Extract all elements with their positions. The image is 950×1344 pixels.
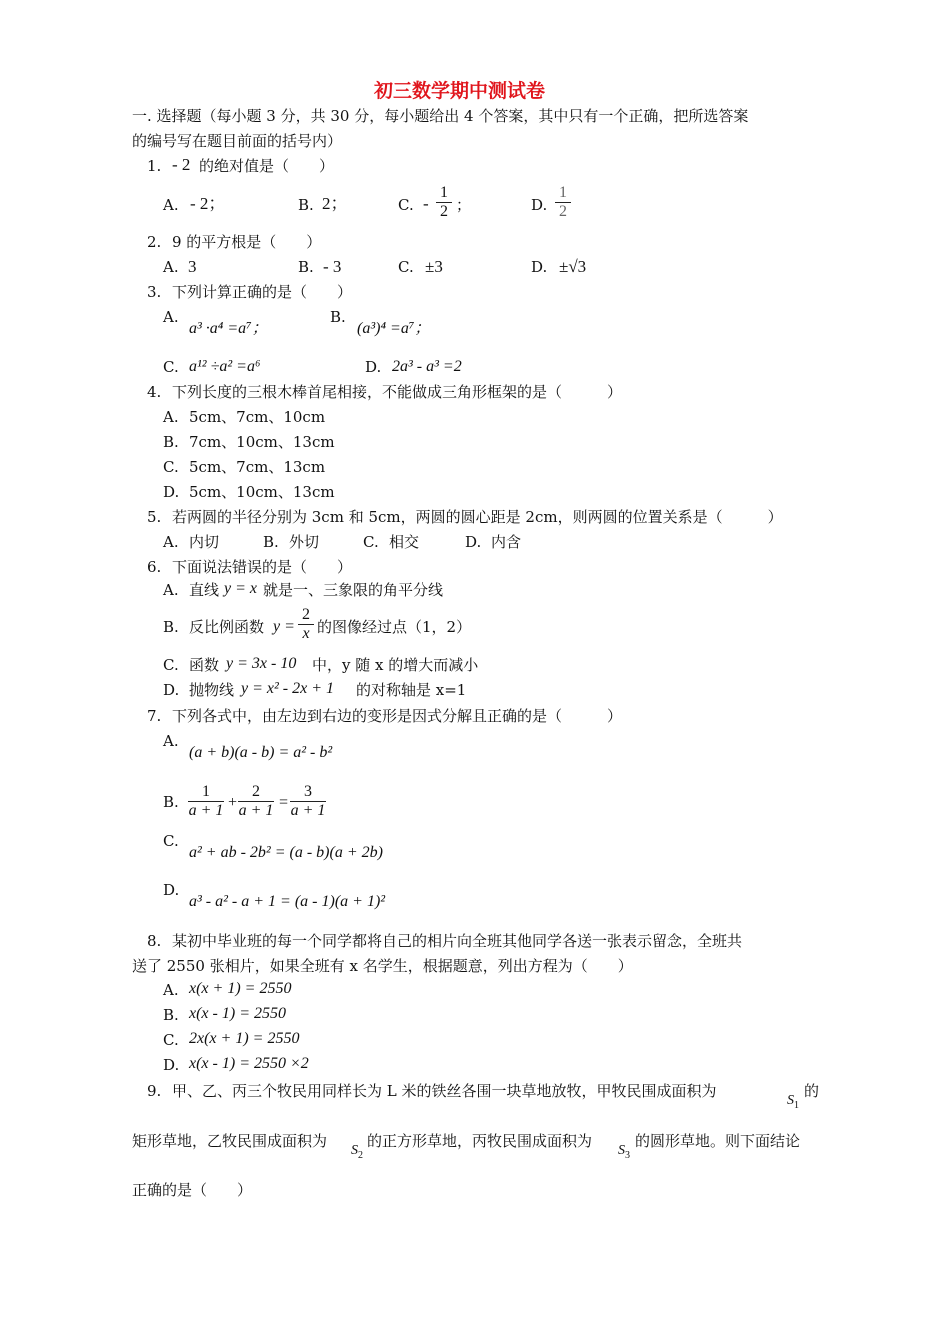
question-stem: 若两圆的半径分别为 3cm 和 5cm，两圆的圆心距是 2cm，则两圆的位置关系是（ ） (172, 508, 783, 526)
option-label: D. (163, 681, 180, 699)
option-label: B. (330, 308, 346, 326)
fraction-denominator: a + 1 (188, 802, 224, 819)
math-expression: y = (273, 618, 295, 635)
option-label: C. (163, 832, 179, 850)
option-label: C. (163, 1031, 179, 1049)
option-text: 2； (322, 194, 348, 213)
option-label: B. (163, 1006, 179, 1024)
option-text: 的对称轴是 x=1 (356, 681, 467, 699)
fraction-denominator: a + 1 (290, 802, 326, 819)
page-title: 初三数学期中测试卷 (374, 80, 546, 102)
option-label: A. (163, 196, 179, 214)
math-symbol (787, 1093, 799, 1111)
option-text: 内切 (189, 533, 220, 551)
option-text: 的图像经过点（1，2） (317, 618, 472, 636)
option-label: A. (163, 258, 179, 276)
option-text: 7cm、10cm、13cm (189, 433, 335, 451)
option-label: B. (298, 196, 314, 214)
option-label: A. (163, 408, 179, 426)
symbol: S (618, 1143, 625, 1158)
option-label: A. (163, 533, 179, 551)
question-stem: 矩形草地，乙牧民围成面积为 (132, 1132, 328, 1150)
option-text: 就是一、三象限的角平分线 (263, 581, 444, 599)
option-text: 5cm、7cm、13cm (189, 458, 326, 476)
section-heading-line-2: 的编号写在题目前面的括号内） (132, 132, 343, 150)
option-text: 5cm、10cm、13cm (189, 483, 335, 501)
subscript: 1 (794, 1100, 799, 1111)
option-label: C. (363, 533, 379, 551)
option-text: 2a³ - a³ =2 (392, 358, 462, 375)
option-text: 5cm、7cm、10cm (189, 408, 326, 426)
option-text: 函数 (189, 656, 220, 674)
option-label: D. (163, 1056, 180, 1074)
option-label: D. (163, 483, 180, 501)
question-stem: 某初中毕业班的每一个同学都将自己的相片向全班其他同学各送一张表示留念，全班共 (172, 932, 743, 950)
option-text: - (423, 194, 429, 213)
option-label: C. (163, 358, 179, 376)
question-stem: 的圆形草地。则下面结论 (635, 1132, 801, 1150)
fraction-denominator: 2 (436, 202, 452, 221)
option-text: 相交 (389, 533, 420, 551)
option-text: x(x - 1) = 2550 ×2 (189, 1055, 309, 1072)
option-text: 抛物线 (189, 681, 235, 699)
symbol: S (787, 1093, 794, 1108)
question-number: 2. (147, 233, 162, 251)
option-text: (a + b)(a - b) = a² - b² (189, 744, 333, 761)
option-text: 3 (188, 257, 197, 276)
math-operator: = (278, 794, 289, 811)
question-stem: 9 的平方根是（ ） (172, 233, 322, 251)
option-text: a² + ab - 2b² = (a - b)(a + 2b) (189, 844, 383, 861)
option-text: 中，y 随 x 的增大而减小 (312, 656, 479, 674)
fraction-denominator: a + 1 (238, 802, 274, 819)
option-suffix: ； (456, 196, 472, 214)
option-text: ±3 (425, 257, 443, 276)
fraction-numerator: 2 (302, 606, 310, 623)
option-text: 反比例函数 (189, 618, 265, 636)
fraction-numerator: 1 (559, 184, 567, 201)
question-stem: 下列各式中，由左边到右边的变形是因式分解且正确的是（ ） (172, 707, 623, 725)
option-label: C. (398, 258, 414, 276)
option-text: a³ ·a⁴ =a⁷； (189, 320, 268, 337)
question-number: 1. (147, 157, 162, 175)
fraction (238, 783, 274, 820)
option-label: A. (163, 981, 179, 999)
fraction (436, 184, 452, 221)
option-text: 外切 (289, 533, 320, 551)
symbol: S (351, 1143, 358, 1158)
question-stem: 下列计算正确的是（ ） (172, 283, 353, 301)
option-label: B. (163, 793, 179, 811)
option-label: D. (531, 196, 548, 214)
option-text: 内含 (491, 533, 522, 551)
fraction-denominator: x (298, 624, 314, 643)
question-number: 4. (147, 383, 162, 401)
question-stem: 的 (804, 1082, 820, 1100)
question-stem: 的绝对值是（ ） (199, 157, 335, 175)
option-label: A. (163, 732, 179, 750)
fraction (298, 606, 314, 643)
question-stem: 正确的是（ ） (132, 1181, 253, 1199)
option-text: (a³)⁴ =a⁷； (357, 320, 431, 337)
option-label: A. (163, 308, 179, 326)
option-text: 2x(x + 1) = 2550 (189, 1030, 300, 1047)
option-label: B. (298, 258, 314, 276)
question-number: 8. (147, 932, 162, 950)
option-text: - 2； (190, 194, 226, 213)
question-stem: 下面说法错误的是（ ） (172, 558, 353, 576)
fraction (290, 783, 326, 820)
option-label: A. (163, 581, 179, 599)
question-stem: 下列长度的三根木棒首尾相接，不能做成三角形框架的是（ ） (172, 383, 623, 401)
option-text: 直线 (189, 581, 220, 599)
question-stem: 的正方形草地，丙牧民围成面积为 (367, 1132, 593, 1150)
option-label: C. (163, 458, 179, 476)
math-symbol (351, 1143, 363, 1161)
section-heading-line-1: 一. 选择题（每小题 3 分，共 30 分，每小题给出 4 个答案，其中只有一个正确，把所选答案 (132, 107, 749, 125)
option-text: - 3 (323, 257, 342, 276)
math-symbol (618, 1143, 630, 1161)
fraction-numerator: 1 (202, 783, 210, 800)
question-number: 6. (147, 558, 162, 576)
fraction (555, 184, 571, 221)
option-label: D. (531, 258, 548, 276)
option-text: a³ - a² - a + 1 = (a - 1)(a + 1)² (189, 893, 386, 910)
subscript: 2 (358, 1150, 363, 1161)
fraction-denominator: 2 (555, 202, 571, 221)
subscript: 3 (625, 1150, 630, 1161)
question-number: 9. (147, 1082, 162, 1100)
question-stem: 甲、乙、丙三个牧民用同样长为 L 米的铁丝各围一块草地放牧，甲牧民围成面积为 (172, 1082, 717, 1100)
fraction-numerator: 3 (304, 783, 312, 800)
option-label: D. (163, 881, 180, 899)
option-text: x(x - 1) = 2550 (189, 1005, 286, 1022)
question-number: 7. (147, 707, 162, 725)
option-text: x(x + 1) = 2550 (189, 980, 292, 997)
option-text: ±√3 (559, 257, 587, 276)
question-stem: 送了 2550 张相片，如果全班有 x 名学生，根据题意，列出方程为（ ） (132, 957, 633, 975)
math-expression: y = 3x - 10 (226, 655, 297, 672)
fraction (188, 783, 224, 820)
fraction-numerator: 1 (440, 184, 448, 201)
option-label: B. (163, 433, 179, 451)
option-label: D. (465, 533, 482, 551)
option-text: a¹² ÷a² =a⁶ (189, 358, 261, 375)
question-number: 3. (147, 283, 162, 301)
math-operator: + (227, 794, 238, 811)
question-number: 5. (147, 508, 162, 526)
option-label: D. (365, 358, 382, 376)
option-label: B. (163, 618, 179, 636)
math-expression: y = x (224, 580, 257, 597)
option-label: C. (398, 196, 414, 214)
fraction-numerator: 2 (252, 783, 260, 800)
option-label: C. (163, 656, 179, 674)
math-expression: y = x² - 2x + 1 (241, 680, 335, 697)
option-label: B. (263, 533, 279, 551)
math-expression: - 2 (172, 155, 191, 174)
